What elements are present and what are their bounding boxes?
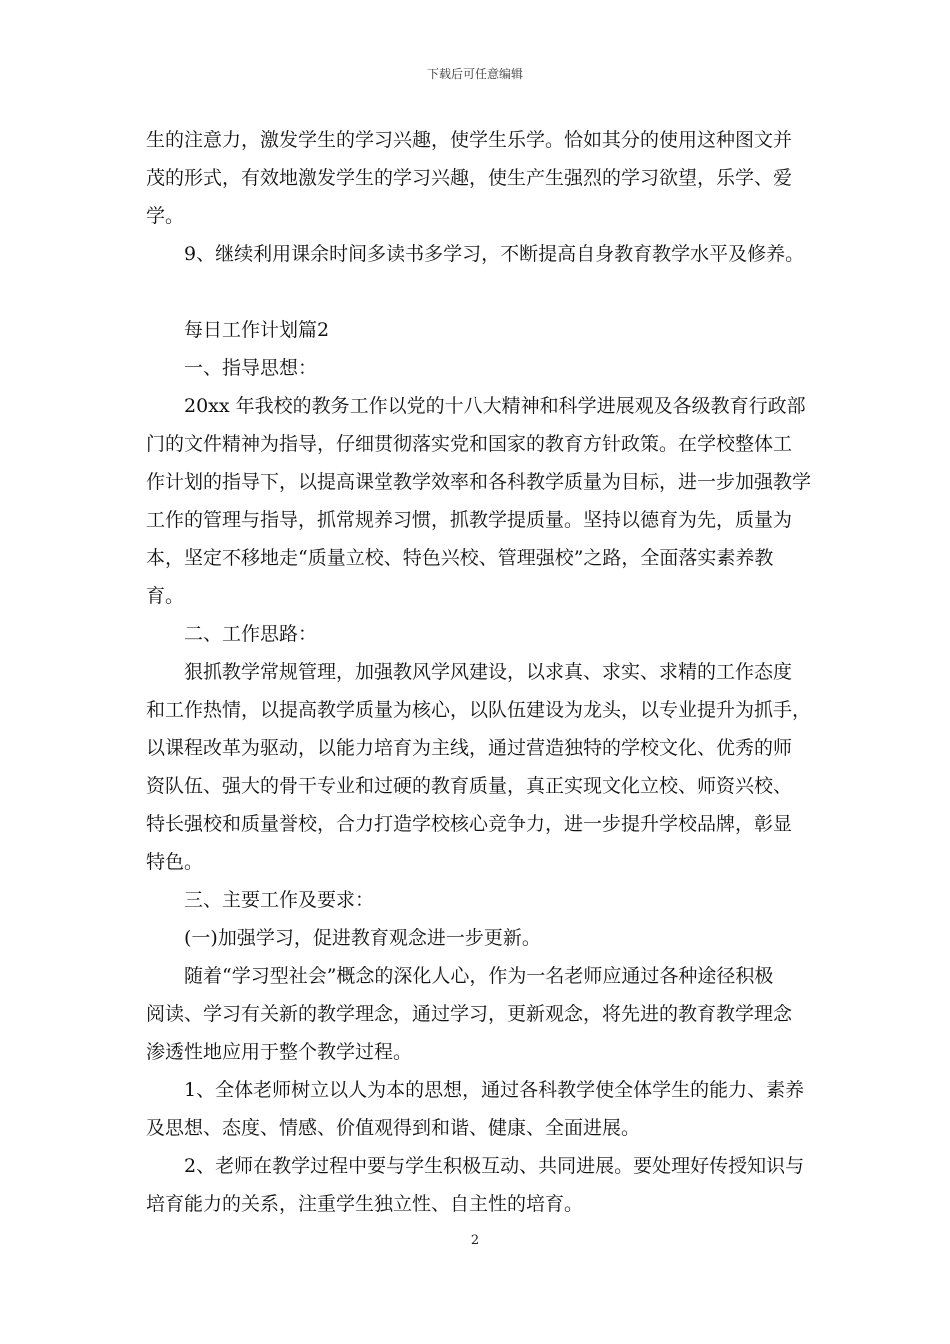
body-line: 2、老师在教学过程中要与学生积极互动、共同进展。要处理好传授知识与	[184, 1155, 805, 1177]
body-line: 9、继续利用课余时间多读书多学习，不断提高自身教育教学水平及修养。	[184, 243, 805, 265]
body-line: 1、全体老师树立以人为本的思想，通过各科教学使全体学生的能力、素养	[184, 1079, 805, 1101]
body-line: 渗透性地应用于整个教学过程。	[146, 1041, 413, 1063]
body-line: 门的文件精神为指导，仔细贯彻落实党和国家的教育方针政策。在学校整体工	[146, 433, 793, 455]
body-line: 特色。	[146, 851, 204, 873]
body-line: 学。	[146, 205, 185, 227]
body-line: 狠抓教学常规管理，加强教风学风建设，以求真、求实、求精的工作态度	[184, 661, 793, 683]
body-line: 资队伍、强大的骨干专业和过硬的教育质量，真正实现文化立校、师资兴校、	[146, 775, 793, 797]
subheading-learning: (一)加强学习，促进教育观念进一步更新。	[184, 927, 541, 949]
body-line: 特长强校和质量誉校，合力打造学校核心竞争力，进一步提升学校品牌，彰显	[146, 813, 793, 835]
body-line: 和工作热情，以提高教学质量为核心，以队伍建设为龙头，以专业提升为抓手，	[146, 699, 812, 721]
body-line: 以课程改革为驱动，以能力培育为主线，通过营造独特的学校文化、优秀的师	[146, 737, 793, 759]
body-line: 工作的管理与指导，抓常规养习惯，抓教学提质量。坚持以德育为先，质量为	[146, 509, 793, 531]
body-line: 茂的形式，有效地激发学生的学习兴趣，使生产生强烈的学习欲望，乐学、爱	[146, 167, 793, 189]
heading-main-work: 三、主要工作及要求：	[184, 889, 375, 911]
heading-guiding-thought: 一、指导思想：	[184, 357, 318, 379]
section-title: 每日工作计划篇2	[184, 319, 330, 341]
body-line: 培育能力的关系，注重学生独立性、自主性的培育。	[146, 1193, 584, 1215]
body-line: 20xx 年我校的教务工作以党的十八大精神和科学进展观及各级教育行政部	[184, 395, 806, 417]
body-line: 育。	[146, 585, 185, 607]
body-line: 阅读、学习有关新的教学理念，通过学习，更新观念，将先进的教育教学理念	[146, 1003, 793, 1025]
page-header-note: 下载后可任意编辑	[426, 67, 523, 81]
body-line: 本，坚定不移地走“质量立校、特色兴校、管理强校”之路，全面落实素养教	[146, 547, 774, 569]
body-line: 生的注意力，激发学生的学习兴趣，使学生乐学。恰如其分的使用这种图文并	[146, 129, 793, 151]
blank-line	[146, 273, 806, 311]
page-number: 2	[470, 1233, 480, 1248]
document-body	[146, 121, 812, 1223]
heading-work-approach: 二、工作思路：	[184, 623, 318, 645]
body-line: 作计划的指导下，以提高课堂教学效率和各科教学质量为目标，进一步加强教学	[146, 471, 812, 493]
body-line: 随着“学习型社会”概念的深化人心，作为一名老师应通过各种途径积极	[184, 965, 774, 987]
body-line: 及思想、态度、情感、价值观得到和谐、健康、全面进展。	[146, 1117, 641, 1139]
